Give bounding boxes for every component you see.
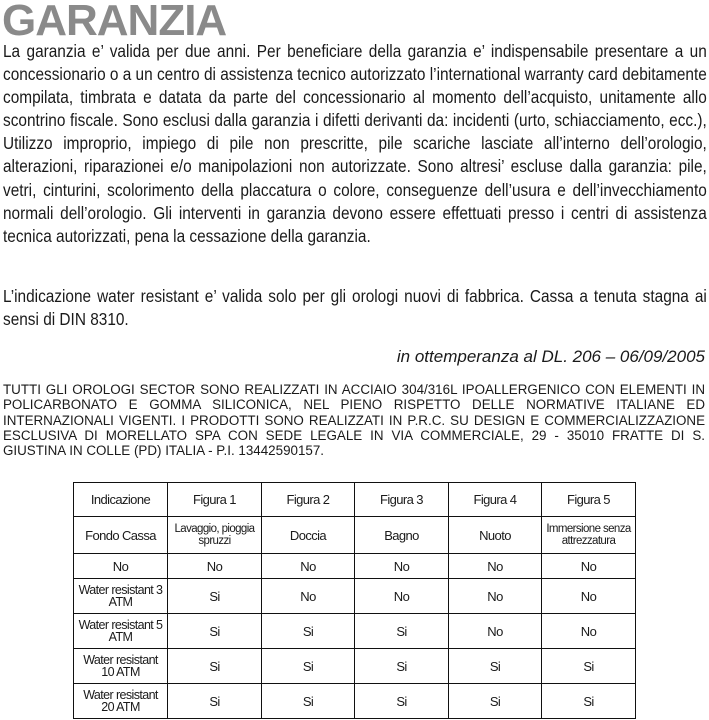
table-cell: No	[355, 579, 449, 614]
water-resistance-table	[73, 482, 636, 719]
table-cell: No	[542, 579, 636, 614]
table-cell: No	[542, 554, 636, 579]
table-cell: Si	[168, 649, 262, 684]
table-subheader-cell: Nuoto	[449, 517, 542, 554]
warranty-paragraph: La garanzia e’ valida per due anni. Per beneficiare della garanzia e’ indispensabile presentare a un concessionario o a un centro di assistenza tecnico autorizzato l’international warranty card debitamente compilata, timbrata e datata da parte del concessionario al momento dell’acquisto, unitamente allo scontrino fiscale. Sono esclusi dalla garanzia i difetti derivanti da: incidenti (urto, schiacciamento, ecc.), Utilizzo improprio, impiego di pile non prescritte, pile scariche lasciate all’interno dell’orologio, alterazioni, riparazionei e/o manipolazioni non autorizzate. Sono altresi’ escluse dalla garanzia: pile, vetri, cinturini, scolorimento della placcatura o colore, conseguenze dell’usura e dell’invecchiamento normali dell’orologio. Gli interventi in garanzia devono essere effettuati presso i centri di assistenza tecnica autorizzati, pena la cessazione della garanzia.	[3, 42, 707, 246]
table-header-cell: Figura 4	[449, 483, 542, 517]
table-row-label: Water resistant 3 ATM	[74, 579, 168, 614]
manufacturer-notice: TUTTI GLI OROLOGI SECTOR SONO REALIZZATI IN ACCIAIO 304/316L IPOALLERGENICO CON ELEMENTI IN POLICARBONATO E GOMMA SILICONICA, NEL PIENO RISPETTO DELLE NORMATIVE ITALIANE ED INTERNAZIONALI VIGENTI. I PRODOTTI SONO REALIZZATI IN P.R.C. SU DESIGN E COMMERCIALIZZAZIONE ESCLUSIVA DI MORELLATO SPA CON SEDE LEGALE IN VIA COMMERCIALE, 29 - 35010 FRATTE DI S. GIUSTINA IN COLLE (PD) ITALIA - P.I. 13442590157.	[3, 382, 705, 459]
table-cell: Si	[168, 614, 262, 649]
table-cell: Si	[262, 649, 355, 684]
table-header-cell: Figura 5	[542, 483, 636, 517]
table-cell: Si	[168, 684, 262, 719]
table-cell: Si	[168, 579, 262, 614]
page-title: GARANZIA	[2, 0, 227, 45]
table-row	[74, 614, 636, 649]
table-cell: Si	[262, 614, 355, 649]
table-cell: No	[262, 579, 355, 614]
table-cell: No	[355, 554, 449, 579]
table-header-row	[74, 483, 636, 517]
table-cell: No	[168, 554, 262, 579]
table-header-cell: Indicazione	[74, 483, 168, 517]
table-cell: Si	[542, 684, 636, 719]
table-cell: Si	[449, 684, 542, 719]
table-cell: No	[449, 614, 542, 649]
table-subheader-cell: Bagno	[355, 517, 449, 554]
table-subheader-cell: Doccia	[262, 517, 355, 554]
table-cell: Si	[449, 649, 542, 684]
water-resistance-paragraph: L’indicazione water resistant e’ valida solo per gli orologi nuovi di fabbrica. Cassa a tenuta stagna ai sensi di DIN 8310.	[3, 287, 707, 330]
table-subheader-cell: Immersione senza attrezzatura	[542, 517, 636, 554]
table-header-cell: Figura 3	[355, 483, 449, 517]
table-subheader-cell: Fondo Cassa	[74, 517, 168, 554]
table-row	[74, 649, 636, 684]
table-header-cell: Figura 2	[262, 483, 355, 517]
table-row-label: No	[74, 554, 168, 579]
table-row	[74, 554, 636, 579]
table-row	[74, 684, 636, 719]
legal-reference: in ottemperanza al DL. 206 – 06/09/2005	[396, 347, 705, 366]
table-subheader-row	[74, 517, 636, 554]
table-cell: No	[449, 554, 542, 579]
table-subheader-cell: Lavaggio, pioggia spruzzi	[168, 517, 262, 554]
table-row-label: Water resistant 5 ATM	[74, 614, 168, 649]
table-cell: No	[262, 554, 355, 579]
table-cell: Si	[262, 684, 355, 719]
table-row-label: Water resistant 20 ATM	[74, 684, 168, 719]
table-cell: Si	[542, 649, 636, 684]
table-header-cell: Figura 1	[168, 483, 262, 517]
table-row	[74, 579, 636, 614]
table-cell: No	[542, 614, 636, 649]
table-cell: Si	[355, 684, 449, 719]
table-cell: Si	[355, 614, 449, 649]
table-row-label: Water resistant 10 ATM	[74, 649, 168, 684]
table-cell: No	[449, 579, 542, 614]
table-cell: Si	[355, 649, 449, 684]
